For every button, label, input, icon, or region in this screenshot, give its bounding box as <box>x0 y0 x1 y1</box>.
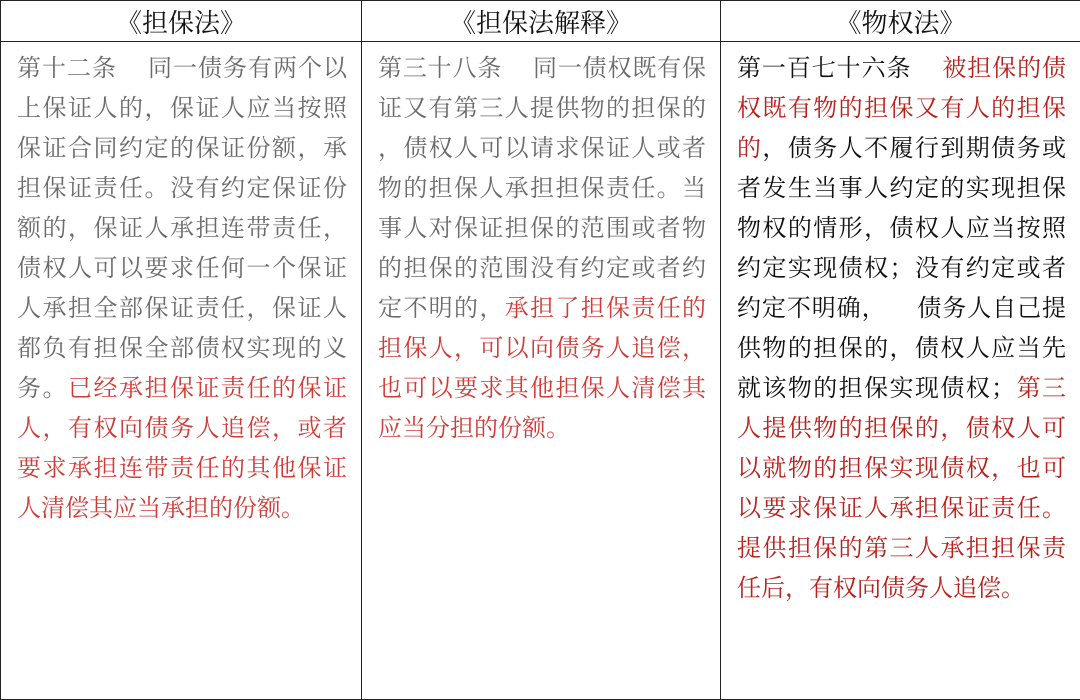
cell-danbaofa <box>1 42 362 700</box>
article-number: 第十二条 <box>17 54 117 82</box>
highlighted-text: 已经承担保证责任的保证人，有权向债务人追偿，或者要求承担连带责任的其他保证人清偿其应当承担的份额。 <box>17 374 347 522</box>
header-danbaofa-jieshi: 《担保法解释》 <box>362 1 721 42</box>
article-number: 第一百七十六条 <box>737 54 912 82</box>
article-text-2: 债务人自己提供物的担保的，债权人应当先就该物的担保实现债权； <box>737 294 1066 402</box>
header-wuquanfa: 《物权法》 <box>721 1 1080 42</box>
article-text: 同一债务有两个以上保证人的，保证人应当按照保证合同约定的保证份额，承担保证责任。没有约定保证份额的，保证人承担连带责任，债权人可以要求任何一个保证人承担全部保证责任，保证人都负有担保全部债权实现的义务。 <box>17 54 347 402</box>
cell-danbaofa-jieshi <box>362 42 721 700</box>
header-danbaofa: 《担保法》 <box>1 1 362 42</box>
highlighted-text: 承担了担保责任的担保人，可以向债务人追偿，也可以要求其他担保人清偿其应当分担的份额。 <box>378 294 707 442</box>
cell-wuquanfa <box>721 42 1080 700</box>
highlighted-text-1: 被担保的债权既有物的担保又有人的担保的 <box>737 54 1067 162</box>
header-row <box>1 1 1080 42</box>
article-number: 第三十八条 <box>378 54 503 82</box>
article-text-1: ，债务人不履行到期债务或者发生当事人约定的实现担保物权的情形，债权人应当按照约定实现债权；没有约定或者约定不明确， <box>737 134 1067 322</box>
highlighted-text-2: 第三人提供物的担保的，债权人可以就物的担保实现债权，也可以要求保证人承担保证责任。提供担保的第三人承担担保责任后，有权向债务人追偿。 <box>737 374 1067 602</box>
content-row <box>1 42 1080 700</box>
article-text: 同一债权既有保证又有第三人提供物的担保的 ，债权人可以请求保证人或者物的担保人承担担保责任。当事人对保证担保的范围或者物的担保的范围没有约定或者约定不明的， <box>378 54 707 322</box>
